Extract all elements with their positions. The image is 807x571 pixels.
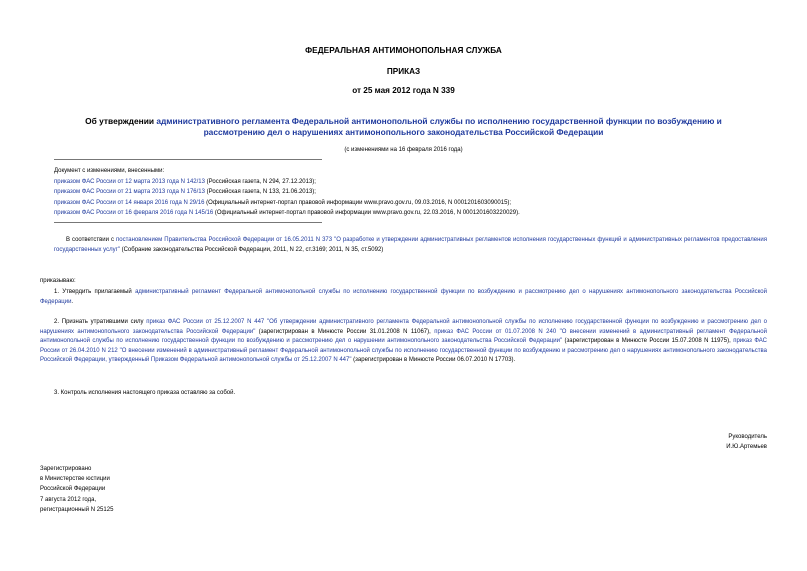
- order-212-link[interactable]: приказ ФАС России от 26.04.2010 N 212 "О внесении изменений в административный регламент Федеральной антимонопольной службы по исполнению государственной функции по возбуждению и рассмотрению дел о нарушениях антимонопольного законодательства Российской Федерации, утвержденный Приказом Федеральной антимонопольной службы от 25.12.2007 N 447": [40, 338, 768, 364]
- list-item: приказом ФАС России от 16 февраля 2016 года N 145/16 (Официальный интернет-портал правовой информации www.pravo.gov.ru, 22.03.2016, N 0001201603220029).: [54, 210, 520, 217]
- order-word: приказываю:: [40, 278, 76, 284]
- preamble-paragraph: В соответствии с постановлением Правительства Российской Федерации от 16.05.2011 N 373 "О разработке и утверждении административных регламентов исполнения государственных функций и административных регламентов предоставления государственных услуг" (Собрание законодательства Российской Федерации, 2011, N 22, ст.3169; 2011, N 35, ст.5092): [54, 237, 767, 253]
- amendments-intro: Документ с изменениями, внесенными:: [54, 168, 165, 174]
- item-2-paragraph: 2. Признать утратившими силу приказ ФАС России от 25.12.2007 N 447 "Об утверждении административного регламента Федеральной антимонопольной службы по исполнению государственной функции по возбуждению и рассмотрению дел о нарушениях антимонопольного законодательства Российской Федерации" (зарегистрирован в Минюсте России 31.01.2008 N 11067), приказ ФАС России от 01.07.2008 N 240 "О внесении изменений в административный регламент Федеральной антимонопольной службы по исполнению государственной функции по возбуждению и рассмотрению дел о нарушении антимонопольного законодательства Российской Федерации" (зарегистрирован в Минюсте России 15.07.2008 N 11975), приказ ФАС России от 26.04.2010 N 212 "О внесении изменений в административный регламент Федеральной антимонопольной службы по исполнению государственной функции по возбуждению и рассмотрению дел о нарушениях антимонопольного законодательства Российской Федерации, утвержденный Приказом Федеральной антимонопольной службы от 25.12.2007 N 447" (зарегистрирован в Минюсте России 06.07.2010 N 17703).: [40, 319, 768, 364]
- item-3-paragraph: 3. Контроль исполнения настоящего приказа оставляю за собой.: [54, 390, 236, 396]
- registration-block: Зарегистрировано в Министерстве юстиции Российской Федерации 7 августа 2012 года, регистрационный N 25125: [40, 466, 114, 513]
- doc-date-number: от 25 мая 2012 года N 339: [352, 86, 455, 95]
- order-447-link[interactable]: приказ ФАС России от 25.12.2007 N 447 "Об утверждении административного регламента Федеральной антимонопольной службы по исполнению государственной функции по возбуждению и рассмотрению дел о нарушениях антимонопольного законодательства Российской Федерации": [40, 319, 767, 335]
- divider-bottom: [54, 222, 322, 223]
- amendments-list: [54, 166, 520, 219]
- amendments-note: (с изменениями на 16 февраля 2016 года): [344, 147, 463, 153]
- amendment-link-4[interactable]: приказом ФАС России от 16 февраля 2016 года N 145/16: [54, 210, 214, 217]
- order-240-link[interactable]: приказ ФАС России от 01.07.2008 N 240 "О внесении изменений в административный регламент Федеральной антимонопольной службы по исполнению государственной функции по возбуждению и рассмотрению дел о нарушении антимонопольного законодательства Российской Федерации": [40, 328, 767, 345]
- list-item: приказом ФАС России от 14 января 2016 года N 29/16 (Официальный интернет-портал правовой информации www.pravo.gov.ru, 09.03.2016, N 0001201603090015);: [54, 199, 512, 206]
- amendment-link-2[interactable]: приказом ФАС России от 21 марта 2013 года N 176/13: [54, 189, 205, 196]
- government-decree-link[interactable]: постановлением Правительства Российской Федерации от 16.05.2011 N 373 "О разработке и утверждении административных регламентов исполнения государственных функций и административных регламентов предоставления государственных услуг": [54, 237, 767, 253]
- signatory-name: И.Ю.Артемьев: [726, 444, 767, 450]
- list-item: приказом ФАС России от 12 марта 2013 года N 142/13 (Российская газета, N 294, 27.12.2013);: [54, 178, 316, 185]
- approved-regulation-link[interactable]: административный регламент Федеральной антимонопольной службы по исполнению государственной функции по возбуждению и рассмотрению дел о нарушениях антимонопольного законодательства Российской Федерации: [40, 289, 767, 305]
- title-prefix: Об утверждении: [85, 116, 157, 126]
- item-1-paragraph: 1. Утвердить прилагаемый административный регламент Федеральной антимонопольной службы по исполнению государственной функции по возбуждению и рассмотрению дел о нарушениях антимонопольного законодательства Российской Федерации.: [40, 289, 767, 305]
- amendment-link-1[interactable]: приказом ФАС России от 12 марта 2013 года N 142/13: [54, 178, 205, 185]
- divider-top: [54, 159, 322, 160]
- agency-name: ФЕДЕРАЛЬНАЯ АНТИМОНОПОЛЬНАЯ СЛУЖБА: [305, 46, 502, 55]
- doc-type: ПРИКАЗ: [386, 67, 421, 76]
- amendment-link-3[interactable]: приказом ФАС России от 14 января 2016 года N 29/16: [54, 199, 205, 206]
- title-regulation-link[interactable]: административного регламента Федеральной антимонопольной службы по исполнению государственной функции по возбуждению и рассмотрению дел о нарушениях антимонопольного законодательства Российской Федерации: [156, 116, 722, 137]
- signatory-position: Руководитель: [728, 434, 767, 440]
- signature-block: [726, 432, 767, 452]
- doc-title: [70, 116, 737, 138]
- list-item: приказом ФАС России от 21 марта 2013 года N 176/13 (Российская газета, N 133, 21.06.2013);: [54, 189, 316, 196]
